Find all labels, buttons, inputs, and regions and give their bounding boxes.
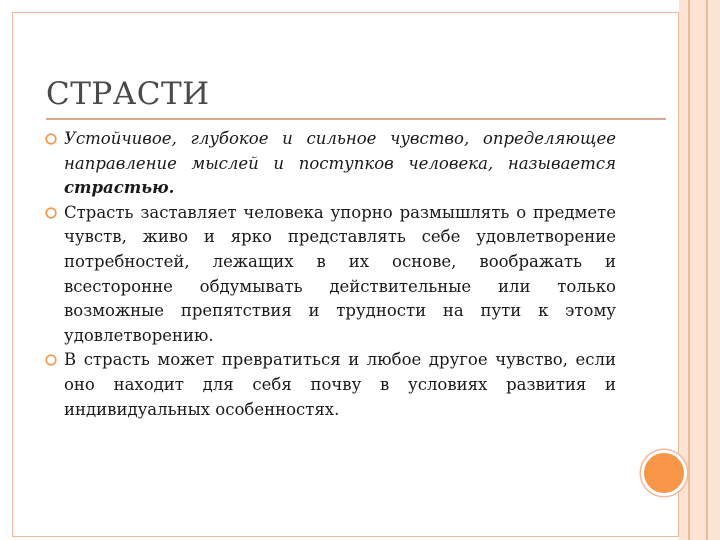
title-divider — [46, 118, 666, 120]
decorative-side-line — [688, 0, 690, 540]
bullet-emphasis: страстью. — [64, 178, 175, 198]
decorative-side-strip — [679, 0, 720, 540]
bullet-item — [46, 127, 616, 201]
circle-bullet-icon — [44, 353, 58, 367]
bullet-text: Страсть заставляет человека упорно размышлять о предмете чувств, живо и ярко представлять себе удовлетворение потребностей, лежащих в их основе, воображать и всесторонне обдумывать действительные или только возможные препятствия и трудности на пути к этому удовлетворению. — [64, 202, 616, 345]
circle-bullet-icon — [44, 206, 58, 220]
bullet-list — [46, 127, 616, 422]
bullet-text: В страсть может превратиться и любое другое чувство, если оно находит для себя почву в условиях развития и индивидуальных особенностях. — [64, 350, 616, 419]
slide-title: СТРАСТИ — [46, 76, 210, 112]
circle-bullet-icon — [44, 132, 58, 146]
bullet-item — [46, 201, 616, 349]
decorative-orange-circle-icon — [641, 450, 687, 496]
decorative-side-line — [706, 0, 708, 540]
bullet-text: Устойчивое, глубокое и сильное чувство, определяющее направление мыслей и поступков человека, называется — [64, 129, 616, 173]
bullet-item — [46, 348, 616, 422]
